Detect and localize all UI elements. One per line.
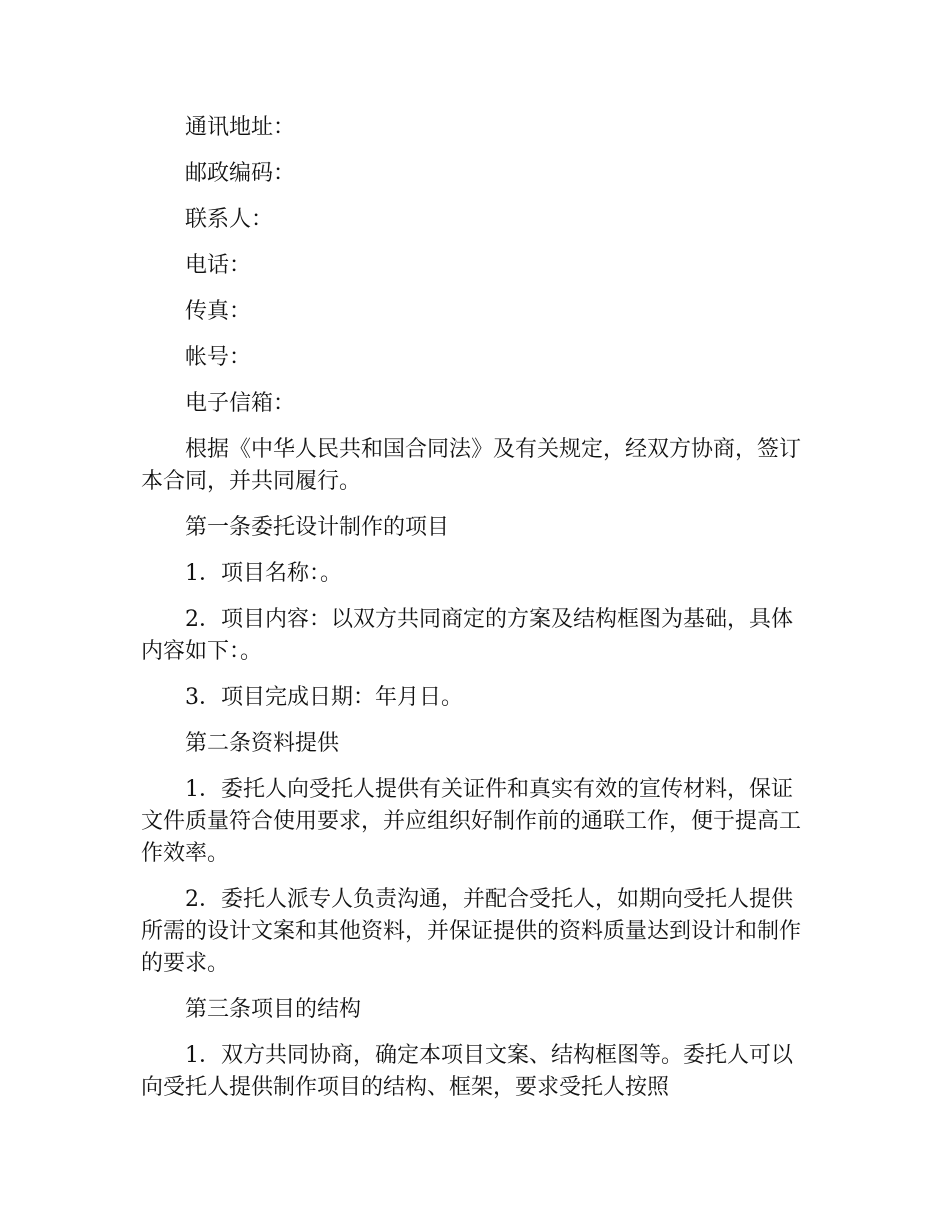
fax-field-label: 传真： bbox=[185, 299, 252, 324]
account-field-label: 帐号： bbox=[185, 345, 252, 370]
postal-code-field-label: 邮政编码： bbox=[185, 161, 296, 186]
email-field-label: 电子信箱： bbox=[185, 391, 296, 416]
article-two-item-one: 1．委托人向受托人提供有关证件和真实有效的宣传材料，保证文件质量符合使用要求，并应组织好制作前的通联工作，便于提高工作效率。 bbox=[141, 777, 802, 866]
article-one-item-three: 3．项目完成日期：年月日。 bbox=[185, 685, 463, 710]
article-one-heading: 第一条委托设计制作的项目 bbox=[185, 515, 450, 540]
article-three-item-one: 1．双方共同协商，确定本项目文案、结构框图等。委托人可以向受托人提供制作项目的结构、框架，要求受托人按照 bbox=[141, 1043, 793, 1100]
contract-preamble: 根据《中华人民共和国合同法》及有关规定，经双方协商，签订本合同，并共同履行。 bbox=[141, 437, 802, 494]
article-one-item-two: 2．项目内容：以双方共同商定的方案及结构框图为基础，具体内容如下：。 bbox=[141, 607, 793, 664]
contact-person-field-label: 联系人： bbox=[185, 207, 274, 232]
address-field-label: 通讯地址： bbox=[185, 115, 296, 140]
document-body bbox=[141, 112, 811, 1118]
article-three-heading: 第三条项目的结构 bbox=[185, 997, 362, 1022]
article-two-heading: 第二条资料提供 bbox=[185, 731, 340, 756]
article-one-item-one: 1．项目名称：。 bbox=[185, 561, 342, 586]
article-two-item-two: 2．委托人派专人负责沟通，并配合受托人，如期向受托人提供所需的设计文案和其他资料，并保证提供的资料质量达到设计和制作的要求。 bbox=[141, 887, 802, 976]
phone-field-label: 电话： bbox=[185, 253, 252, 278]
